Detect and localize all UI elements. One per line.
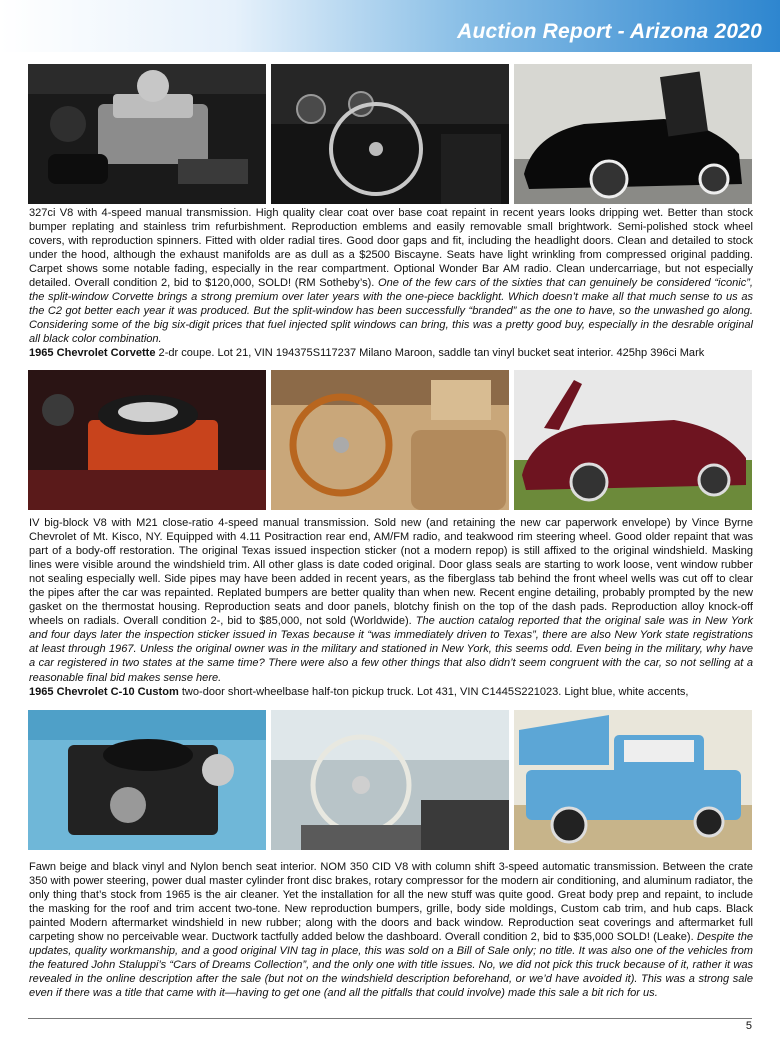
lot-intro: two-door short-wheelbase half-ton pickup truck. Lot 431, VIN C1445S221023. Light blue, white accents, — [178, 685, 689, 698]
footer-divider — [28, 1018, 752, 1019]
lot-description-3 — [29, 860, 753, 1000]
lot-description-1 — [29, 206, 753, 361]
lot-title: 1965 Chevrolet Corvette — [29, 347, 156, 360]
lot-text: IV big-block V8 with M21 close-ratio 4-speed manual transmission. Sold new (and retaining the new car paperwork envelope) by Vince Byrne Chevrolet of Mt. Kisco, NY. Equipped with 4.11 Positraction rear end, AM/FM radio, and teakwood rim steering wheel. Good older repaint that was part of a body-off restoration. The original Texas issued inspection sticker (not a modern repop) is still affixed to the original windshield. Masking lines were visible around the windshield trim. All other glass is date coded original. Door glass seals are starting to work loose, vent window rubber not sealing especially well. Side pipes may have been added in recent years, as the fiberglass tab behind the front wheel wells was cut off to clear the pipes after the car was repainted. Replated bumpers are better quality than when new. Recent engine detailing, probably prompted by the new gasket on the thermostat housing. Reproduction seats and door panels, blotchy finish on the top of the dash pads. Reproduction alloy knock-off wheels on radials. Overall condition 2-, bid to $85,000, not sold (Worldwide). — [29, 517, 753, 628]
lot-commentary: The auction catalog reported that the original sale was in New York and four days later the inspection sticker issued in Texas because it “was immediately driven to Texas”, there are also New York state registrations at least through 1967. Unless the original owner was in the military and stationed in New York, this seems odd. Even being in the military, why have a car registered in two states at the same time? There were also a few other things that also didn’t seem congruent with the car, so not selling at a reasonable final bid makes sense here. — [29, 615, 753, 684]
engine-photo — [28, 370, 266, 510]
lot-text: 327ci V8 with 4-speed manual transmission. High quality clear coat over base coat repaint in recent years looks dripping wet. Better than stock bumper replating and stainless trim refurbishment. Reproduction emblems and easily removable small brightwork. Semi-polished stock wheel covers, with reproduction spinners. Fitted with older radial tires. Good door gaps and fit, including the headlight doors. Clean and detailed to stock under the hood, although the exhaust manifolds are as dull as a $2500 Biscayne. Seats have light wrinkling from compressed original padding. Carpet shows some notable fading, especially in the rear compartment. Optional Wonder Bar AM radio. Clean undercarriage, but not especially detailed. Overall condition 2, bid to $120,000, SOLD! (RM Sotheby’s). — [29, 207, 753, 290]
photo-row-3 — [28, 710, 752, 850]
interior-photo — [271, 370, 509, 510]
lot-commentary: One of the few cars of the sixties that can genuinely be considered “iconic”, the split-window Corvette brings a strong premium over later years with the one-piece backlight. Which doesn’t make all that much sense to us as the C2 got better each year it was produced. But the split-window has been successfully “branded” as the one to have, so the unwashed go along. Considering some of the big six-digit prices that fuel injected split windows can bring, this was a pretty good buy, especially in the desrable original all black color combination. — [29, 277, 753, 346]
lot-commentary: Despite the updates, quality workmanship, and a good original VIN tag in place, this was sold on a Bill of Sale only; no title. It was also one of the vehicles from the featured John Staluppi’s “Cars of Dreams Collection”, and the only one with title issues. No, we did not pick this truck because of it, rather it was revealed in the online description after the sale (but not on the windshield description beforehand, or we’d have avoided it). This was a strong sale even if there was a title that came with it—having to get one (and all the pitfalls that could involve) made this sale a bit rich for us. — [29, 931, 753, 1000]
page-header — [0, 0, 780, 52]
report-title: Auction Report - Arizona 2020 — [457, 20, 762, 43]
interior-photo — [271, 64, 509, 204]
photo-row-2 — [28, 370, 752, 510]
page-number: 5 — [745, 1020, 752, 1032]
interior-photo — [271, 710, 509, 850]
exterior-photo — [514, 64, 752, 204]
exterior-photo — [514, 710, 752, 850]
engine-photo — [28, 64, 266, 204]
exterior-photo — [514, 370, 752, 510]
lot-intro: 2-dr coupe. Lot 21, VIN 194375S117237 Milano Maroon, saddle tan vinyl bucket seat interior. 425hp 396ci Mark — [155, 347, 705, 360]
photo-row-1 — [28, 64, 752, 204]
lot-description-2 — [29, 516, 753, 699]
lot-text: Fawn beige and black vinyl and Nylon bench seat interior. NOM 350 CID V8 with column shift 3-speed automatic transmission. Between the crate 350 with power steering, power dual master cylinder front disc brakes, rotary compressor for the modern air conditioning, and aluminum radiator, the only thing that’s stock from 1965 is the air cleaner. Yet the installation for all the new stuff was quite good. Great body prep and repaint, to include the masking for the roof and trim accent two-tone. New reproduction bumpers, grille, body side moldings, Custom cab trim, and hub caps. Black painted Modern aftermarket windshield in new rubber; along with the doors and back window. Reproduction seat coverings and aftermarket full carpeting show no perceivable wear. Ductwork tactfully added below the dashboard. Overall condition 2, bid to $35,000 SOLD! (Leake). — [29, 861, 753, 944]
lot-title: 1965 Chevrolet C-10 Custom — [29, 685, 179, 698]
engine-photo — [28, 710, 266, 850]
